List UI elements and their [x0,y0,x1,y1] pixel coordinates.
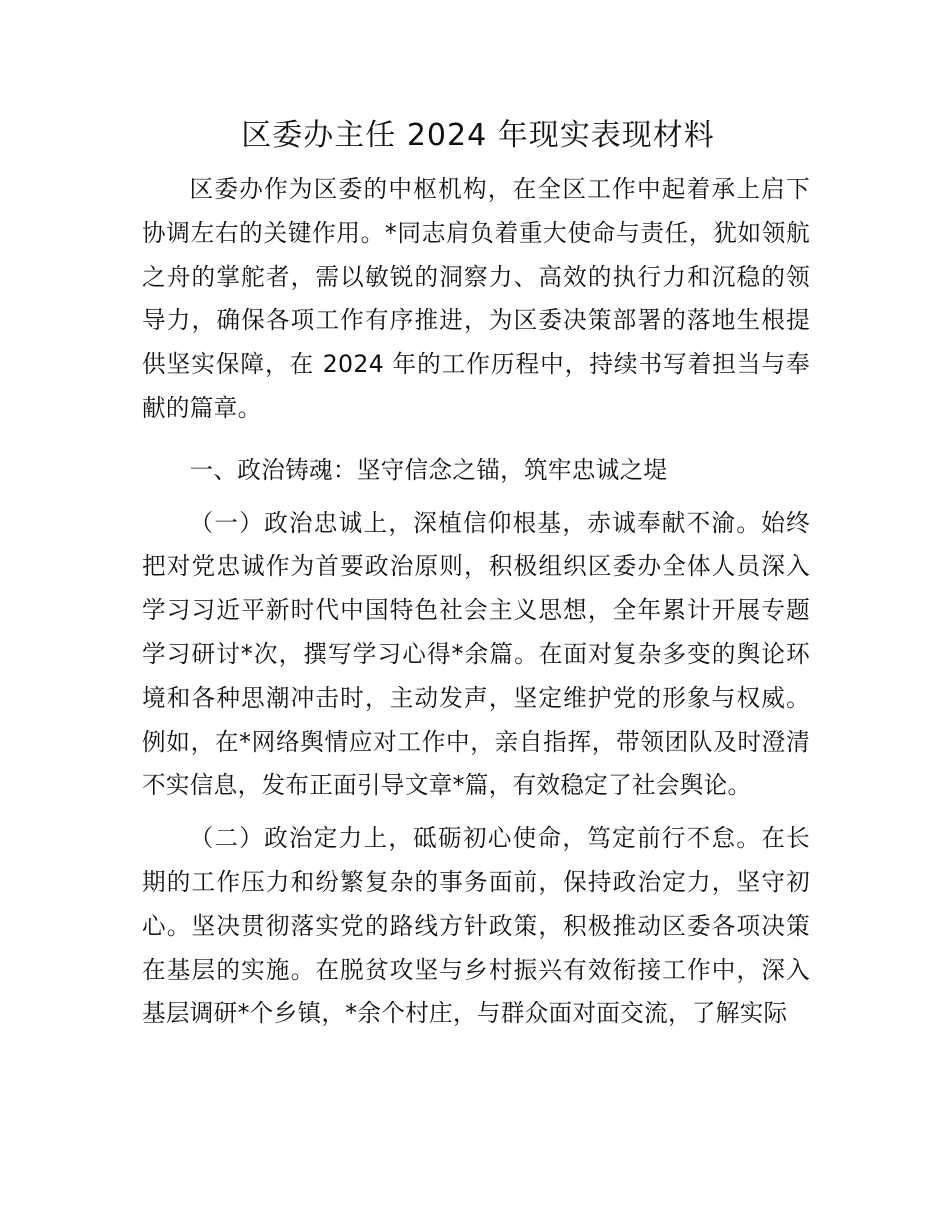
document-page [142,108,810,1036]
section-heading-1: 一、政治铸魂：坚守信念之锚，筑牢忠诚之堤 [189,455,668,484]
paragraph-political-resolve: （二）政治定力上，砥砺初心使命，笃定前行不怠。在长期的工作压力和纷繁复杂的事务面前，保持政治定力，坚守初心。坚决贯彻落实党的路线方针政策，积极推动区委各项决策在基层的实施。在脱贫攻坚与乡村振兴有效衔接工作中，深入基层调研*个乡镇，*余个村庄，与群众面对面交流，了解实际 [142,824,810,1028]
paragraph-spacer [142,808,810,817]
paragraph-political-loyalty: （一）政治忠诚上，深植信仰根基，赤诚奉献不渝。始终把对党忠诚作为首要政治原则，积极组织区委办全体人员深入学习习近平新时代中国特色社会主义思想，全年累计开展专题学习研讨*次，撰写学习心得*余篇。在面对复杂多变的舆论环境和各种思潮冲击时，主动发声，坚定维护党的形象与权威。例如，在*网络舆情应对工作中，亲自指挥，带领团队及时澄清不实信息，发布正面引导文章*篇，有效稳定了社会舆论。 [142,508,810,800]
intro-paragraph: 区委办作为区委的中枢机构，在全区工作中起着承上启下协调左右的关键作用。*同志肩负着重大使命与责任，犹如领航之舟的掌舵者，需以敏锐的洞察力、高效的执行力和沉稳的领导力，确保各项工作有序推进，为区委决策部署的落地生根提供坚实保障，在 2024 年的工作历程中，持续书写着担当与奉献的篇章。 [142,175,810,422]
paragraph-spacer [142,431,810,440]
document-title: 区委办主任 2024 年现实表现材料 [241,118,715,153]
